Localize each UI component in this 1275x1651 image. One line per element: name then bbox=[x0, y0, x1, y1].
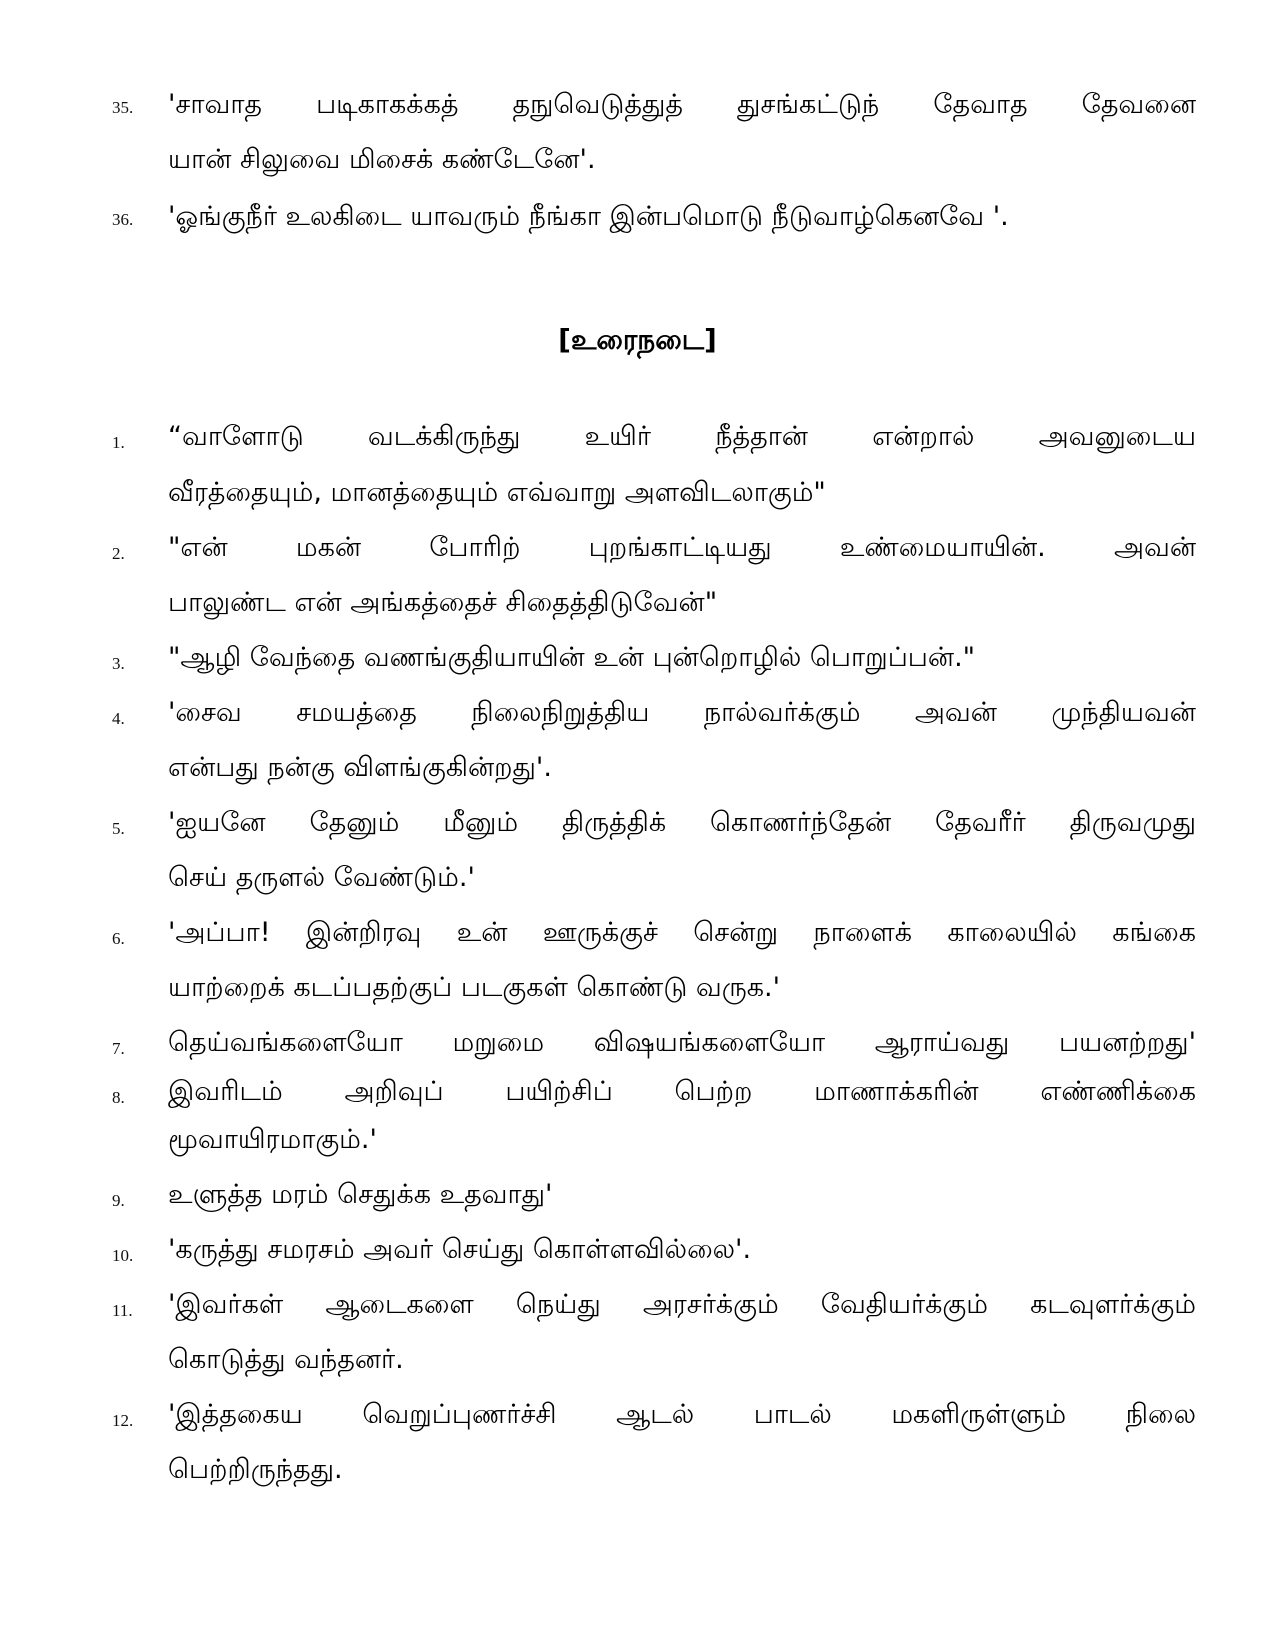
item-number: 3. bbox=[112, 654, 125, 673]
item-line: பாலுண்ட என் அங்கத்தைச் சிதைத்திடுவேன்" bbox=[168, 587, 718, 618]
item-line: செய் தருளல் வேண்டும்.' bbox=[168, 862, 475, 893]
item-number: 36. bbox=[112, 210, 134, 229]
item-line: 'ஓங்குநீர் உலகிடை யாவரும் நீங்கா இன்பமொடு நீடுவாழ்கெனவே '. bbox=[168, 201, 1009, 232]
item-number: 12. bbox=[112, 1411, 134, 1430]
item-number: 11. bbox=[112, 1301, 133, 1320]
item-line: 'இத்தகைய வெறுப்புணர்ச்சி ஆடல் பாடல் மகளிருள்ளும் நிலை bbox=[168, 1399, 1196, 1430]
item-line: உளுத்த மரம் செதுக்க உதவாது' bbox=[168, 1179, 553, 1210]
item-number: 10. bbox=[112, 1246, 134, 1265]
item-number: 4. bbox=[112, 709, 125, 728]
item-number: 2. bbox=[112, 544, 125, 563]
item-line: வீரத்தையும், மானத்தையும் எவ்வாறு அளவிடலாகும்" bbox=[168, 477, 826, 508]
item-line: 'சைவ சமயத்தை நிலைநிறுத்திய நால்வர்க்கும் அவன் முந்தியவன் bbox=[168, 697, 1196, 728]
item-number: 5. bbox=[112, 819, 125, 838]
item-line: “வாளோடு வடக்கிருந்து உயிர் நீத்தான் என்றால் அவனுடைய bbox=[168, 421, 1196, 452]
item-number: 1. bbox=[112, 433, 125, 452]
item-line: "என் மகன் போரிற் புறங்காட்டியது உண்மையாயின். அவன் bbox=[168, 532, 1196, 563]
item-number: 8. bbox=[112, 1088, 125, 1107]
item-line: 'இவர்கள் ஆடைகளை நெய்து அரசர்க்கும் வேதியர்க்கும் கடவுளர்க்கும் bbox=[168, 1289, 1196, 1320]
item-number: 35. bbox=[112, 98, 134, 117]
item-number: 7. bbox=[112, 1039, 125, 1058]
item-number: 9. bbox=[112, 1191, 125, 1210]
item-line: "ஆழி வேந்தை வணங்குதியாயின் உன் புன்றொழில் பொறுப்பன்." bbox=[168, 642, 976, 673]
item-line: 'கருத்து சமரசம் அவர் செய்து கொள்ளவில்லை'. bbox=[168, 1234, 752, 1265]
item-line: யாற்றைக் கடப்பதற்குப் படகுகள் கொண்டு வருக.' bbox=[168, 972, 781, 1003]
item-line: என்பது நன்கு விளங்குகின்றது'. bbox=[168, 752, 552, 783]
item-line: 'அப்பா! இன்றிரவு உன் ஊருக்குச் சென்று நாளைக் காலையில் கங்கை bbox=[168, 917, 1196, 948]
item-line: தெய்வங்களையோ மறுமை விஷயங்களையோ ஆராய்வது பயனற்றது' bbox=[168, 1027, 1196, 1058]
item-line: பெற்றிருந்தது. bbox=[168, 1454, 343, 1485]
item-line: மூவாயிரமாகும்.' bbox=[168, 1124, 377, 1155]
item-line: இவரிடம் அறிவுப் பயிற்சிப் பெற்ற மாணாக்கரின் எண்ணிக்கை bbox=[168, 1076, 1196, 1107]
section-heading: [உரைநடை] bbox=[558, 323, 717, 356]
item-number: 6. bbox=[112, 929, 125, 948]
item-line: கொடுத்து வந்தனர். bbox=[168, 1344, 404, 1375]
item-line: 'சாவாத படிகாகக்கத் தநுவெடுத்துத் துசங்கட்டுந் தேவாத தேவனை bbox=[168, 89, 1196, 120]
item-line: யான் சிலுவை மிசைக் கண்டேனே'. bbox=[168, 144, 596, 175]
item-line: 'ஐயனே தேனும் மீனும் திருத்திக் கொணர்ந்தேன் தேவரீர் திருவமுது bbox=[168, 807, 1196, 838]
